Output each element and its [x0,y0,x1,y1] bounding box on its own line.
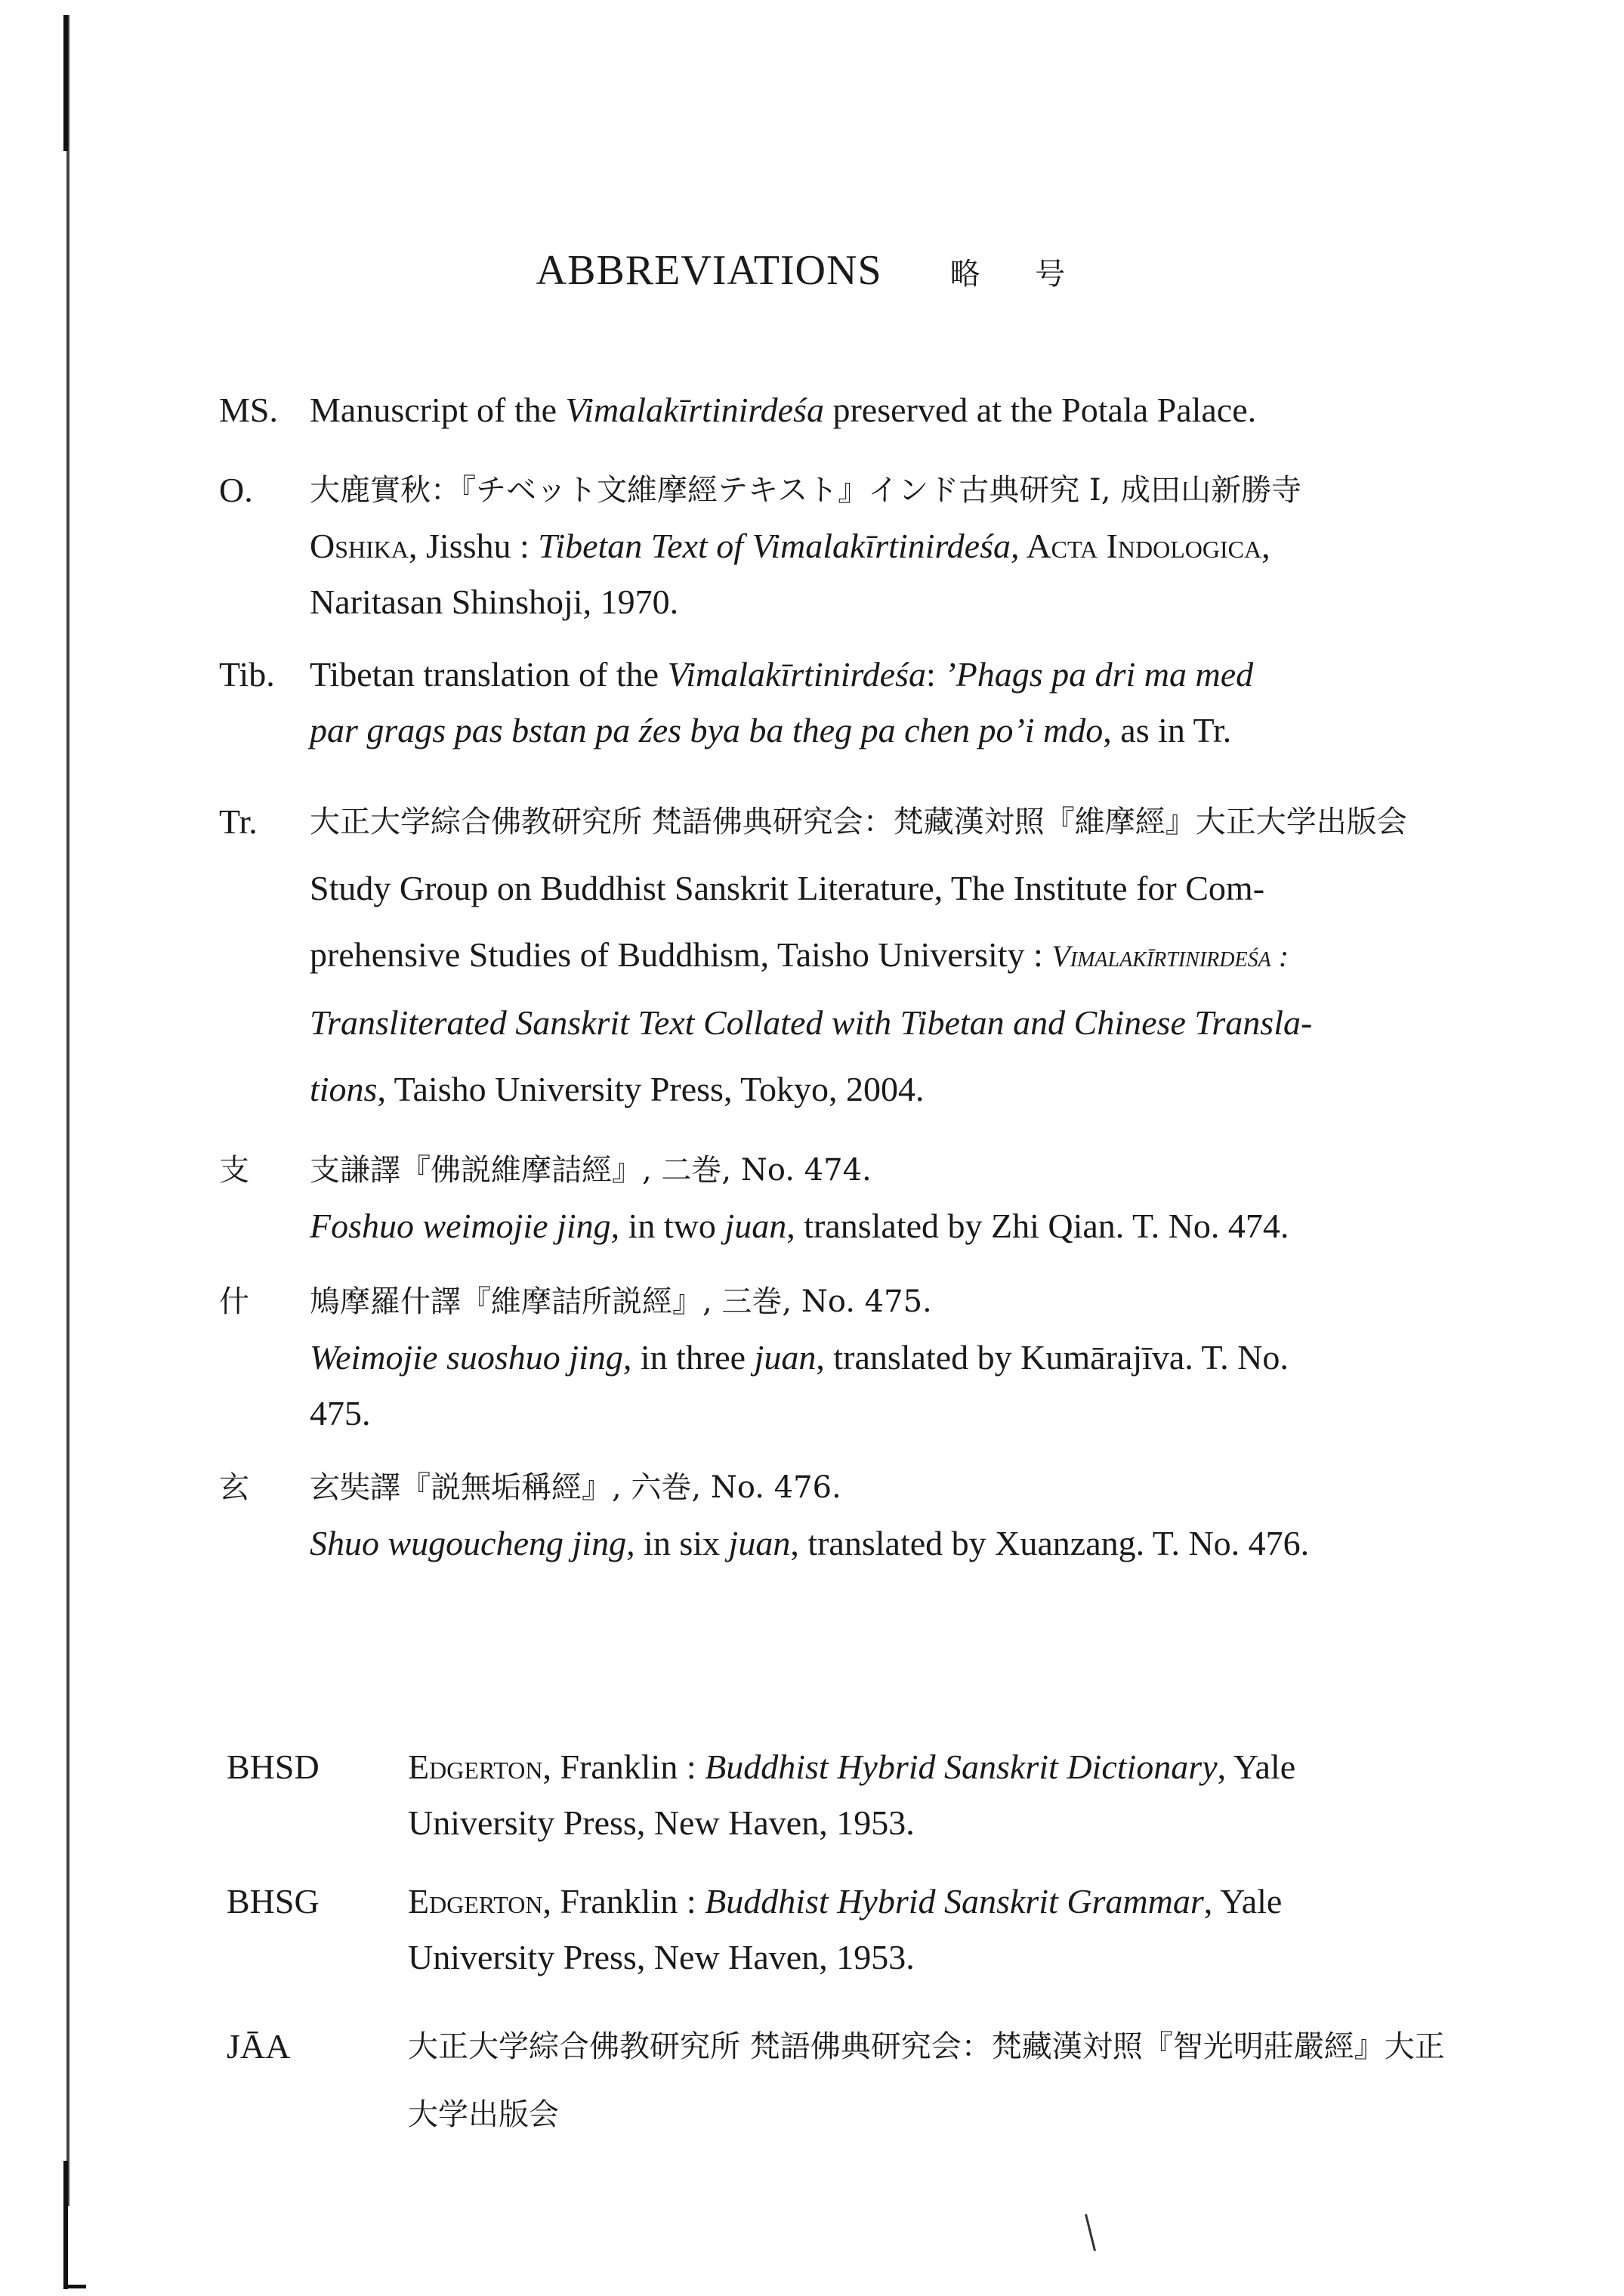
entry-line-jp: 大鹿實秋：『チベット文維摩經テキスト』インド古典研究 I, 成田山新勝寺 [310,473,1302,508]
ref-abbr: BHSG [227,1882,320,1921]
entry-abbr: MS. [219,391,278,429]
entry-line-jp: 鳩摩羅什譯『維摩詰所説經』, 三巻, No. 475. [310,1284,932,1319]
page-title [0,246,1624,295]
ref-line: University Press, New Haven, 1953. [408,1803,915,1842]
entry-abbr: Tr. [219,802,258,841]
scan-stray-mark [1085,2214,1096,2251]
entry-line: tions, Taisho University Press, Tokyo, 2004. [310,1070,925,1108]
entry-abbr: 支 [219,1153,249,1188]
entry-abbr: O. [219,471,253,509]
entry-line: prehensive Studies of Buddhism, Taisho University : Vimalakīrtinirdeśa : [310,935,1289,974]
entry-line-jp: 支謙譯『佛説維摩詰經』, 二巻, No. 474. [310,1153,872,1188]
scan-edge-corner [63,2161,68,2289]
entry-line: Manuscript of the Vimalakīrtinirdeśa preserved at the Potala Palace. [310,391,1257,429]
entry-line: Shuo wugoucheng jing, in six juan, translated by Xuanzang. T. No. 476. [310,1524,1310,1562]
ref-line: Edgerton, Franklin : Buddhist Hybrid Sanskrit Dictionary, Yale [408,1747,1296,1786]
entry-line: par grags pas bstan pa źes bya ba theg pa chen po’i mdo, as in Tr. [310,711,1232,749]
entry-line: Oshika, Jisshu : Tibetan Text of Vimalakīrtinirdeśa, Acta Indologica, [310,527,1270,565]
scan-edge-mark [63,15,68,151]
entry-line: Naritasan Shinshoji, 1970. [310,582,679,621]
entry-line: Tibetan translation of the Vimalakīrtinirdeśa: ’Phags pa dri ma med [310,655,1254,694]
ref-line: Edgerton, Franklin : Buddhist Hybrid Sanskrit Grammar, Yale [408,1882,1283,1921]
entry-line: Foshuo weimojie jing, in two juan, translated by Zhi Qian. T. No. 474. [310,1207,1289,1245]
entry-line: 475. [310,1394,371,1432]
entry-line-jp: 玄奘譯『説無垢稱經』, 六巻, No. 476. [310,1470,841,1505]
entry-line-jp: 大正大学綜合佛教研究所 梵語佛典研究会：梵藏漢対照『維摩經』大正大学出版会 [310,805,1407,839]
entry-line: Study Group on Buddhist Sanskrit Literature, The Institute for Com- [310,869,1265,907]
title-en: ABBREVIATIONS [536,247,882,294]
ref-abbr: BHSD [227,1747,320,1786]
scan-edge-foot [63,2285,86,2288]
entry-abbr: Tib. [219,655,275,694]
entry-line: Transliterated Sanskrit Text Collated with Tibetan and Chinese Transla- [310,1003,1313,1042]
ref-line-jp: 大学出版会 [408,2097,559,2132]
scan-edge-line [66,15,69,2206]
entry-line: Weimojie suoshuo jing, in three juan, translated by Kumārajīva. T. No. [310,1338,1289,1377]
entry-abbr: 玄 [219,1470,249,1505]
ref-line: University Press, New Haven, 1953. [408,1938,915,1976]
entry-abbr: 什 [219,1284,249,1319]
title-jp: 略 号 [949,257,1088,292]
ref-abbr: JĀA [227,2027,291,2066]
ref-line-jp: 大正大学綜合佛教研究所 梵語佛典研究会：梵藏漢対照『智光明莊嚴經』大正 [408,2029,1445,2064]
